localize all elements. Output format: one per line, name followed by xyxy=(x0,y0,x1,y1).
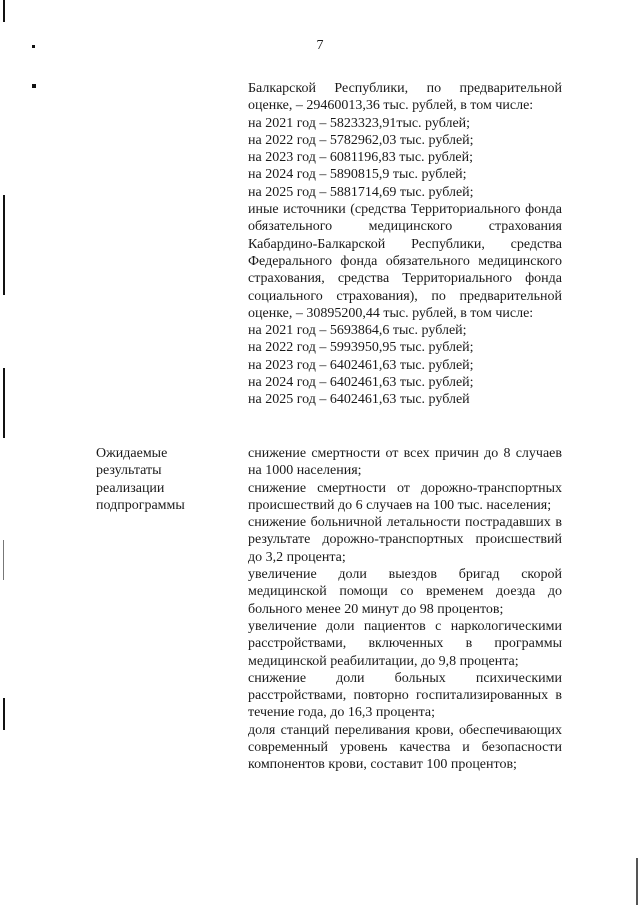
scan-mark xyxy=(636,858,638,905)
result-item: доля станций переливания крови, обеспечивающих современный уровень качества и безопасности компонентов крови, составит 100 процентов; xyxy=(248,722,562,773)
result-item: снижение смертности от дорожно-транспортных происшествий до 6 случаев на 100 тыс. населения; xyxy=(248,480,562,513)
financing-year-line: на 2025 год – 5881714,69 тыс. рублей; xyxy=(248,184,474,200)
label-line: Ожидаемые xyxy=(96,446,168,461)
other-sources-year-line: на 2024 год – 6402461,63 тыс. рублей; xyxy=(248,375,474,391)
label-line: реализации xyxy=(96,480,165,496)
other-sources-year-line: на 2021 год – 5693864,6 тыс. рублей; xyxy=(248,323,467,339)
financing-intro: Балкарской Республики, по предварительной оценке, – 29460013,36 тыс. рублей, в том числе: xyxy=(248,81,562,114)
result-item: увеличение доли выездов бригад скорой медицинской помощи со временем доезда до больного менее 20 минут до 98 процентов; xyxy=(248,567,562,617)
scan-mark xyxy=(3,698,5,730)
scan-mark xyxy=(3,195,5,295)
scan-mark xyxy=(3,540,4,580)
other-sources-year-line: на 2022 год – 5993950,95 тыс. рублей; xyxy=(248,340,474,356)
result-item: снижение больничной летальности пострадавших в результате дорожно-транспортных происшествий до 3,2 процента; xyxy=(248,515,562,565)
financing-year-line: на 2021 год – 5823323,91тыс. рублей; xyxy=(248,115,471,131)
other-sources-year-line: на 2025 год – 6402461,63 тыс. рублей xyxy=(248,392,470,408)
financing-year-line: на 2024 год – 5890815,9 тыс. рублей; xyxy=(248,167,467,183)
other-sources-years-list xyxy=(248,322,562,408)
result-item: снижение смертности от всех причин до 8 случаев на 1000 населения; xyxy=(248,446,562,479)
result-item: увеличение доли пациентов с наркологическими расстройствами, включенных в программы медицинской реабилитации, до 9,8 процента; xyxy=(248,618,562,669)
results-section-label xyxy=(96,445,216,514)
scan-mark xyxy=(3,0,5,22)
page-number: 7 xyxy=(316,38,324,53)
other-sources-year-line: на 2023 год – 6402461,63 тыс. рублей; xyxy=(248,357,474,373)
label-line: результаты xyxy=(96,463,162,479)
label-line: подпрограммы xyxy=(96,497,185,513)
financing-year-line: на 2022 год – 5782962,03 тыс. рублей; xyxy=(248,132,474,148)
other-sources-paragraph: иные источники (средства Территориального фонда обязательного медицинского страхования Кабардино-Балкарской Республики, средства Федерального фонда обязательного медицинского страхования, средства Территориального фонда социального страхования), по предварительной оценке, – 30895200,44 тыс. рублей, в том числе: xyxy=(248,202,562,321)
financing-years-list xyxy=(248,115,562,201)
scan-mark xyxy=(32,84,36,88)
scan-mark xyxy=(32,45,35,48)
expected-results-list xyxy=(248,445,562,774)
scan-mark xyxy=(3,368,5,438)
financing-year-line: на 2023 год – 6081196,83 тыс. рублей; xyxy=(248,150,474,166)
financing-block xyxy=(248,80,562,409)
result-item: снижение доли больных психическими расстройствами, повторно госпитализированных в течение года, до 16,3 процента; xyxy=(248,670,562,721)
